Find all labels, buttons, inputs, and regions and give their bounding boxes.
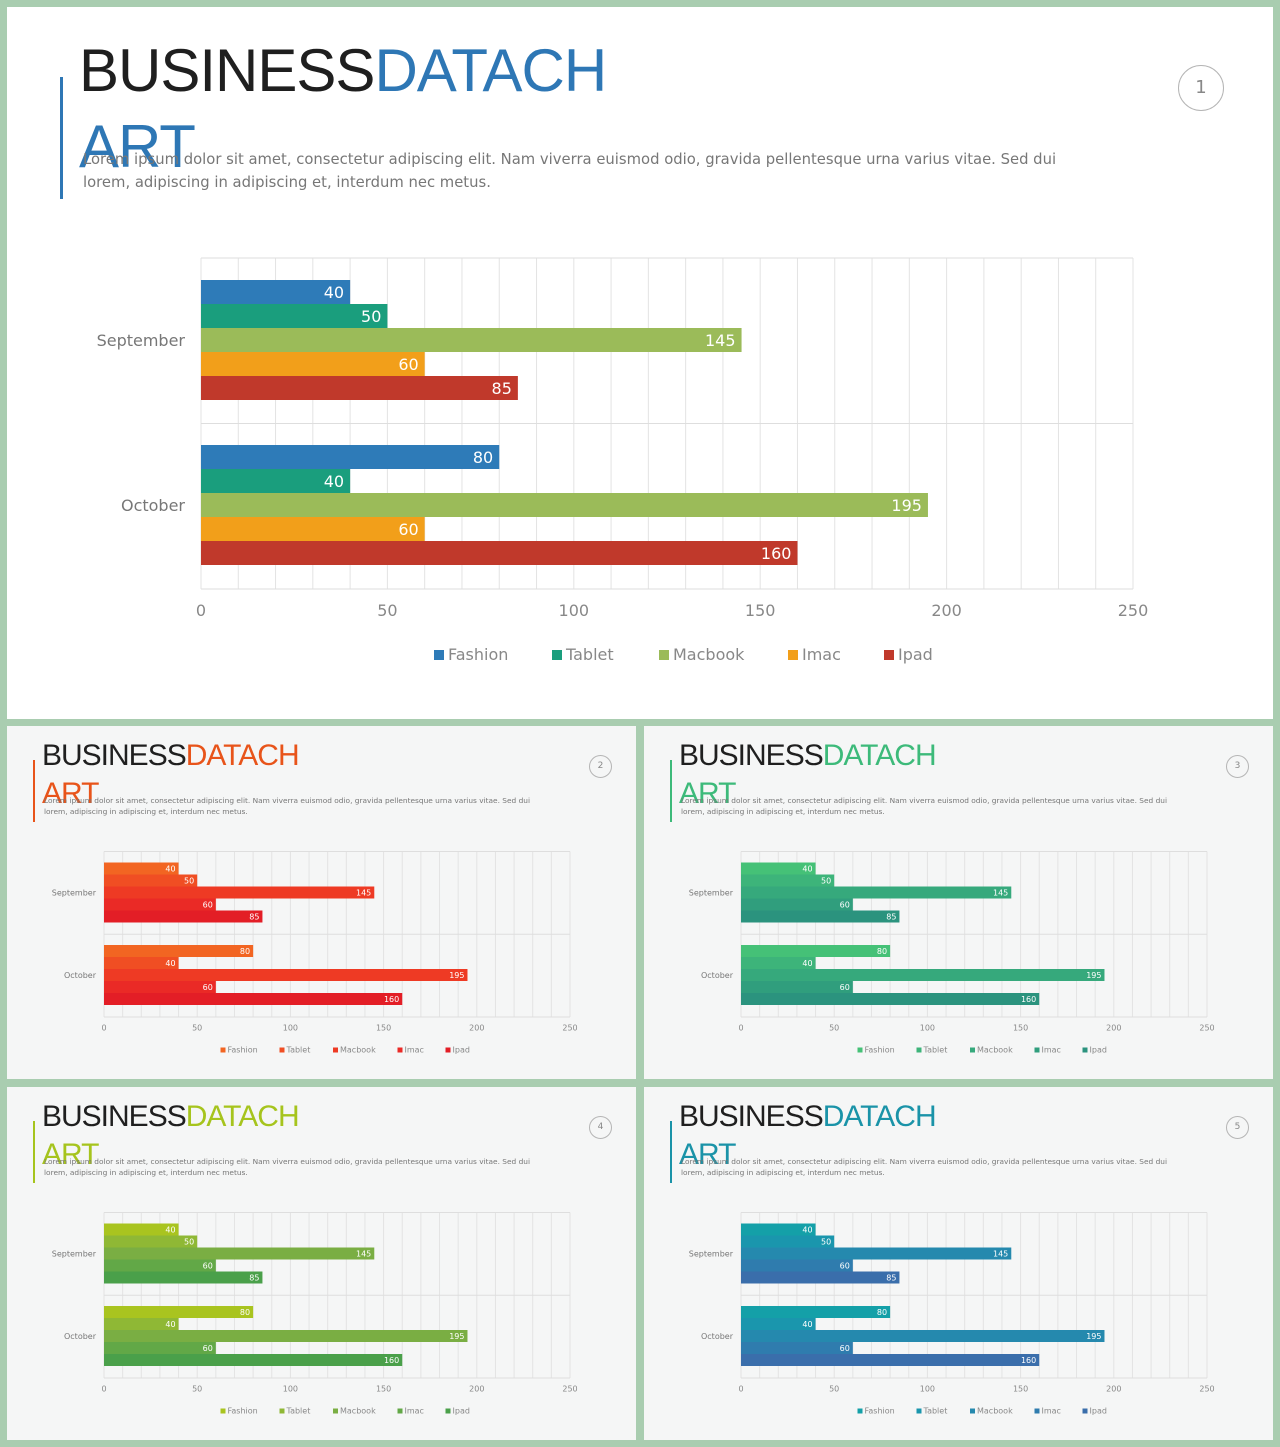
description-line-2: lorem, adipiscing in adipiscing et, interdum nec metus. (44, 807, 248, 816)
bar-fashion-october (741, 1306, 890, 1318)
bar-imac-october (104, 1342, 216, 1354)
x-tick-label: 250 (1199, 1384, 1215, 1394)
legend-swatch (858, 1048, 863, 1053)
slide-number-badge: 5 (1226, 1116, 1249, 1139)
description-line-1: Lorem ipsum dolor sit amet, consectetur adipiscing elit. Nam viverra euismod odio, gravida pellentesque urna varius vitae. Sed dui (83, 151, 1057, 168)
x-tick-label: 50 (377, 601, 398, 620)
bar-data-label: 145 (992, 1249, 1009, 1259)
title-part-accent-line2: ART (42, 777, 99, 810)
x-tick-label: 150 (375, 1023, 392, 1033)
x-tick-label: 150 (744, 601, 776, 620)
x-tick-label: 100 (282, 1384, 299, 1394)
legend-swatch (884, 650, 894, 660)
description-line-1: Lorem ipsum dolor sit amet, consectetur adipiscing elit. Nam viverra euismod odio, gravida pellentesque urna varius vitae. Sed dui (681, 1157, 1168, 1166)
bar-data-label: 40 (802, 959, 813, 968)
x-tick-label: 50 (829, 1023, 840, 1033)
slide-1 (7, 7, 1273, 719)
bar-data-label: 40 (802, 864, 813, 874)
bar-fashion-october (104, 945, 253, 957)
legend-label: Macbook (340, 1406, 376, 1416)
bar-chart (7, 7, 1273, 719)
bar-macbook-october (104, 1330, 467, 1342)
legend-label: Tablet (286, 1406, 311, 1416)
legend-swatch (280, 1409, 285, 1414)
bar-fashion-october (741, 945, 890, 957)
bar-data-label: 60 (839, 1261, 850, 1271)
legend-label: Macbook (977, 1045, 1013, 1055)
bar-data-label: 40 (323, 472, 345, 491)
legend-label: Fashion (227, 1045, 258, 1055)
bar-data-label: 145 (992, 888, 1009, 898)
title-part-accent: DATACH (185, 1100, 299, 1133)
description-line-2: lorem, adipiscing in adipiscing et, interdum nec metus. (44, 1168, 248, 1177)
legend-label: Imac (802, 645, 841, 664)
bar-imac-october (201, 517, 425, 541)
slide-number-badge: 3 (1226, 755, 1249, 778)
title-part-accent-line2: ART (679, 1138, 736, 1171)
legend-swatch (1035, 1048, 1040, 1053)
legend-label: Imac (404, 1045, 424, 1055)
description-line-2: lorem, adipiscing in adipiscing et, interdum nec metus. (681, 807, 885, 816)
legend-swatch (333, 1409, 338, 1414)
title-part-accent-line2: ART (42, 1138, 99, 1171)
title-part-accent-line2: ART (79, 113, 195, 180)
category-label: October (120, 496, 185, 515)
bar-data-label: 85 (886, 1273, 897, 1283)
bar-macbook-october (104, 969, 467, 981)
bar-macbook-october (201, 493, 928, 517)
bar-data-label: 85 (886, 912, 897, 922)
description-line-1: Lorem ipsum dolor sit amet, consectetur adipiscing elit. Nam viverra euismod odio, gravida pellentesque urna varius vitae. Sed dui (44, 796, 531, 805)
bar-data-label: 60 (398, 355, 419, 374)
bar-imac-september (104, 899, 216, 911)
bar-ipad-september (741, 1272, 899, 1284)
bar-macbook-september (201, 328, 742, 352)
description-line-1: Lorem ipsum dolor sit amet, consectetur adipiscing elit. Nam viverra euismod odio, gravida pellentesque urna varius vitae. Sed dui (681, 796, 1168, 805)
legend-label: Imac (1041, 1406, 1061, 1416)
legend-label: Macbook (977, 1406, 1013, 1416)
x-tick-label: 250 (1199, 1023, 1215, 1033)
bar-macbook-september (741, 887, 1011, 899)
legend-label: Imac (1041, 1045, 1061, 1055)
legend-label: Fashion (864, 1406, 895, 1416)
legend-swatch (1083, 1409, 1088, 1414)
bar-data-label: 60 (202, 1261, 213, 1271)
bar-data-label: 60 (202, 983, 213, 992)
bar-data-label: 195 (449, 971, 465, 980)
bar-data-label: 40 (802, 1225, 813, 1235)
bar-ipad-october (741, 1354, 1039, 1366)
category-label: September (51, 1249, 96, 1259)
legend-label: Fashion (864, 1045, 895, 1055)
bar-data-label: 60 (839, 900, 850, 910)
bar-imac-september (104, 1260, 216, 1272)
title-part-accent: DATACH (374, 37, 607, 104)
x-tick-label: 150 (375, 1384, 392, 1394)
description-line-2: lorem, adipiscing in adipiscing et, interdum nec metus. (681, 1168, 885, 1177)
bar-data-label: 80 (239, 947, 251, 956)
x-tick-label: 200 (1106, 1384, 1122, 1394)
bar-fashion-october (201, 445, 499, 469)
description-line-1: Lorem ipsum dolor sit amet, consectetur adipiscing elit. Nam viverra euismod odio, gravida pellentesque urna varius vitae. Sed dui (44, 1157, 531, 1166)
bar-data-label: 145 (355, 888, 372, 898)
x-tick-label: 50 (192, 1384, 203, 1394)
x-tick-label: 0 (738, 1023, 744, 1033)
bar-macbook-september (741, 1248, 1011, 1260)
legend-swatch (1035, 1409, 1040, 1414)
category-label: September (688, 888, 733, 898)
bar-data-label: 145 (705, 331, 736, 350)
title-part-dark: BUSINESS (679, 1100, 823, 1133)
title-part-dark: BUSINESS (42, 739, 186, 772)
bar-data-label: 85 (249, 912, 260, 922)
legend-swatch (788, 650, 798, 660)
x-tick-label: 200 (931, 601, 962, 620)
legend-label: Macbook (673, 645, 745, 664)
bar-imac-october (741, 981, 853, 993)
legend-label: Ipad (452, 1406, 470, 1416)
bar-imac-october (104, 981, 216, 993)
slide-5 (644, 1087, 1273, 1440)
legend-label: Imac (404, 1406, 424, 1416)
legend-swatch (858, 1409, 863, 1414)
x-tick-label: 250 (1117, 601, 1149, 620)
bar-data-label: 50 (821, 876, 832, 886)
legend-label: Ipad (452, 1045, 470, 1055)
x-tick-label: 0 (101, 1023, 107, 1033)
bar-data-label: 40 (165, 959, 176, 968)
slide-number-badge: 4 (589, 1116, 612, 1139)
bar-data-label: 80 (472, 448, 494, 467)
x-tick-label: 200 (469, 1384, 485, 1394)
bar-data-label: 40 (165, 1320, 176, 1329)
legend-swatch (221, 1048, 226, 1053)
bar-data-label: 40 (323, 283, 345, 302)
bar-imac-september (201, 352, 425, 376)
bar-chart (644, 726, 1273, 1079)
legend-swatch (280, 1048, 285, 1053)
bar-data-label: 40 (802, 1320, 813, 1329)
legend-swatch (917, 1048, 922, 1053)
bar-data-label: 50 (184, 876, 195, 886)
legend-swatch (398, 1048, 403, 1053)
bar-data-label: 85 (249, 1273, 260, 1283)
legend-label: Ipad (1089, 1406, 1107, 1416)
x-tick-label: 250 (562, 1384, 578, 1394)
bar-data-label: 195 (449, 1332, 465, 1341)
x-tick-label: 50 (829, 1384, 840, 1394)
slide-3 (644, 726, 1273, 1079)
x-tick-label: 0 (738, 1384, 744, 1394)
bar-data-label: 50 (184, 1237, 195, 1247)
bar-ipad-october (201, 541, 797, 565)
x-tick-label: 250 (562, 1023, 578, 1033)
bar-data-label: 60 (839, 983, 850, 992)
legend-swatch (221, 1409, 226, 1414)
slide-number-badge: 2 (589, 755, 612, 778)
bar-ipad-october (104, 993, 402, 1005)
x-tick-label: 150 (1012, 1384, 1029, 1394)
bar-data-label: 160 (760, 544, 792, 563)
legend-label: Tablet (566, 645, 614, 664)
bar-ipad-october (741, 993, 1039, 1005)
x-tick-label: 100 (282, 1023, 299, 1033)
description-line-2: lorem, adipiscing in adipiscing et, interdum nec metus. (83, 174, 491, 191)
legend-swatch (446, 1409, 451, 1414)
bar-fashion-october (104, 1306, 253, 1318)
legend-label: Tablet (286, 1045, 311, 1055)
bar-ipad-september (104, 911, 262, 923)
category-label: October (63, 1332, 96, 1341)
legend-label: Tablet (923, 1406, 948, 1416)
bar-imac-september (741, 899, 853, 911)
bar-ipad-september (741, 911, 899, 923)
bar-data-label: 60 (839, 1344, 850, 1353)
bar-data-label: 195 (891, 496, 922, 515)
legend-swatch (1083, 1048, 1088, 1053)
legend-swatch (333, 1048, 338, 1053)
legend-label: Ipad (898, 645, 933, 664)
bar-macbook-september (104, 1248, 374, 1260)
legend-swatch (917, 1409, 922, 1414)
bar-data-label: 195 (1086, 1332, 1102, 1341)
bar-ipad-september (201, 376, 518, 400)
legend-label: Fashion (227, 1406, 258, 1416)
bar-data-label: 80 (876, 947, 888, 956)
category-label: October (700, 971, 733, 980)
legend-swatch (446, 1048, 451, 1053)
bar-data-label: 60 (398, 520, 419, 539)
legend-swatch (970, 1048, 975, 1053)
slide-number-badge: 1 (1178, 65, 1224, 111)
x-tick-label: 0 (195, 601, 207, 620)
bar-data-label: 40 (165, 1225, 176, 1235)
bar-chart (7, 1087, 636, 1440)
x-tick-label: 200 (1106, 1023, 1122, 1033)
legend-label: Macbook (340, 1045, 376, 1055)
title-part-dark: BUSINESS (42, 1100, 186, 1133)
title-part-accent: DATACH (822, 1100, 936, 1133)
bar-macbook-september (104, 887, 374, 899)
bar-imac-october (741, 1342, 853, 1354)
bar-ipad-october (104, 1354, 402, 1366)
title-part-accent: DATACH (185, 739, 299, 772)
x-tick-label: 200 (469, 1023, 485, 1033)
category-label: September (96, 331, 185, 350)
x-tick-label: 100 (558, 601, 590, 620)
bar-data-label: 145 (355, 1249, 372, 1259)
bar-data-label: 160 (1020, 1356, 1037, 1365)
x-tick-label: 50 (192, 1023, 203, 1033)
bar-data-label: 60 (202, 1344, 213, 1353)
title-part-dark: BUSINESS (79, 37, 375, 104)
bar-chart (644, 1087, 1273, 1440)
bar-data-label: 50 (361, 307, 382, 326)
legend-swatch (434, 650, 444, 660)
x-tick-label: 0 (101, 1384, 107, 1394)
bar-data-label: 195 (1086, 971, 1102, 980)
legend-swatch (970, 1409, 975, 1414)
bar-macbook-october (741, 1330, 1104, 1342)
bar-data-label: 40 (165, 864, 176, 874)
bar-data-label: 160 (383, 1356, 400, 1365)
bar-macbook-october (741, 969, 1104, 981)
legend-swatch (552, 650, 562, 660)
bar-imac-september (741, 1260, 853, 1272)
slide-4 (7, 1087, 636, 1440)
category-label: October (63, 971, 96, 980)
slide-2 (7, 726, 636, 1079)
legend-swatch (659, 650, 669, 660)
category-label: October (700, 1332, 733, 1341)
legend-swatch (398, 1409, 403, 1414)
bar-data-label: 60 (202, 900, 213, 910)
x-tick-label: 100 (919, 1384, 936, 1394)
x-tick-label: 100 (919, 1023, 936, 1033)
bar-ipad-september (104, 1272, 262, 1284)
bar-data-label: 50 (821, 1237, 832, 1247)
legend-label: Ipad (1089, 1045, 1107, 1055)
category-label: September (51, 888, 96, 898)
legend-label: Tablet (923, 1045, 948, 1055)
bar-tablet-september (201, 304, 387, 328)
x-tick-label: 150 (1012, 1023, 1029, 1033)
category-label: September (688, 1249, 733, 1259)
bar-data-label: 85 (491, 379, 512, 398)
legend-label: Fashion (448, 645, 509, 664)
bar-data-label: 80 (239, 1308, 251, 1317)
bar-data-label: 160 (1020, 995, 1037, 1004)
title-part-accent: DATACH (822, 739, 936, 772)
title-part-accent-line2: ART (679, 777, 736, 810)
bar-data-label: 160 (383, 995, 400, 1004)
bar-chart (7, 726, 636, 1079)
title-part-dark: BUSINESS (679, 739, 823, 772)
bar-data-label: 80 (876, 1308, 888, 1317)
